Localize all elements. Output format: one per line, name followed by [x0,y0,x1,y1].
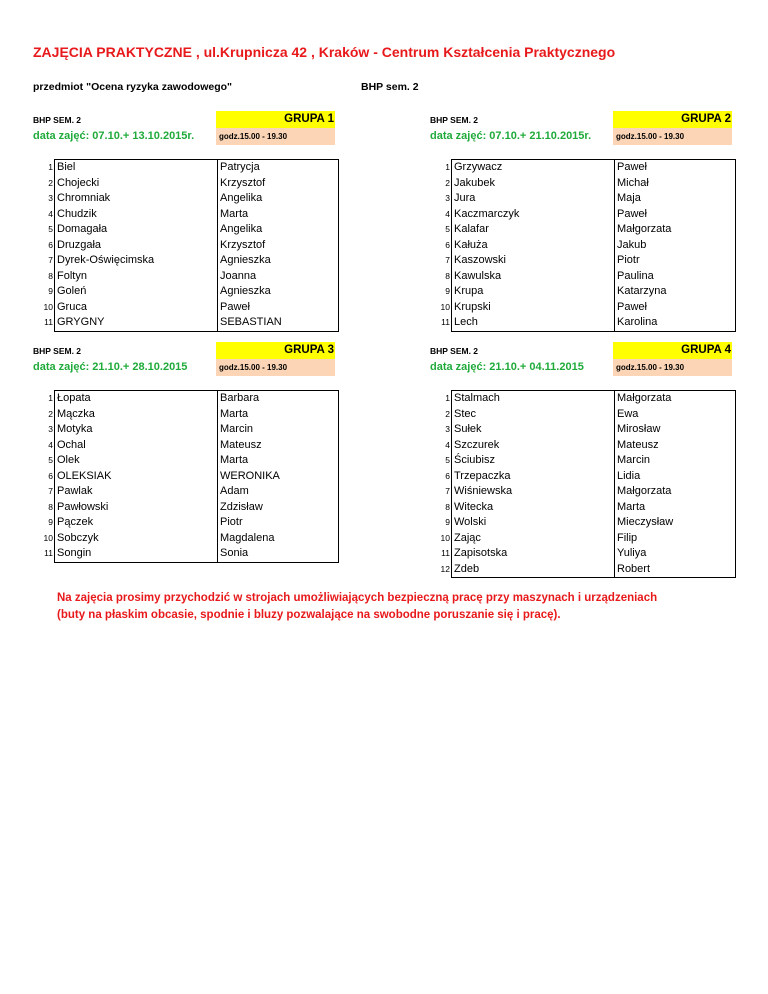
student-number: 11 [441,317,450,328]
student-number: 9 [48,517,53,527]
student-row [33,238,339,254]
student-first-name: Mateusz [615,438,736,454]
student-number: 10 [43,301,53,312]
student-row [430,391,736,407]
student-row [430,407,736,423]
student-first-name: Yuliya [615,546,736,562]
student-first-name: Jakub [615,238,736,254]
student-number: 7 [445,255,450,265]
student-last-name: Krupa [452,284,615,300]
student-row [33,407,339,423]
student-first-name: Zdzisław [218,500,339,516]
student-number: 8 [445,270,450,281]
student-first-name: Małgorzata [615,484,736,500]
student-first-name: Krzysztof [218,238,339,254]
student-last-name: Pączek [55,515,218,531]
student-first-name: Sonia [218,546,339,562]
group-date: data zajęć: 21.10.+ 28.10.2015 [33,361,188,373]
student-number: 6 [48,239,53,250]
student-last-name: Stalmach [452,391,615,407]
student-first-name: Marta [218,407,339,423]
student-first-name: Marcin [615,453,736,469]
student-row [33,160,339,176]
student-first-name: Joanna [218,269,339,285]
student-last-name: Witecka [452,500,615,516]
student-number: 2 [445,177,450,188]
group-1-block [33,111,379,351]
student-row [430,500,736,516]
student-first-name: Robert [615,562,736,578]
student-last-name: Wolski [452,515,615,531]
student-row [33,546,339,562]
student-last-name: Ochal [55,438,218,454]
student-row [33,176,339,192]
student-row [33,500,339,516]
group-date: data zajęć: 07.10.+ 21.10.2015r. [430,130,592,142]
group-semester: BHP SEM. 2 [430,346,479,356]
student-number: 10 [43,532,53,543]
student-number: 11 [44,317,53,328]
student-last-name: Łopata [55,391,218,407]
student-row [430,438,736,454]
student-last-name: Chudzik [55,207,218,223]
student-number: 7 [445,486,450,496]
student-row [430,176,736,192]
student-last-name: Chromniak [55,191,218,207]
student-number: 3 [445,193,450,203]
subject-label: przedmiot "Ocena ryzyka zawodowego" [33,81,233,93]
student-row [33,484,339,500]
student-first-name: Małgorzata [615,391,736,407]
student-number: 1 [445,161,450,172]
student-row [33,284,339,300]
student-row [430,269,736,285]
student-first-name: Adam [218,484,339,500]
group-semester: BHP SEM. 2 [33,346,82,356]
student-number: 2 [48,408,53,419]
student-number: 11 [44,548,53,559]
student-row [33,269,339,285]
group-hours: godz.15.00 - 19.30 [216,128,335,145]
student-roster [430,390,736,578]
student-number: 6 [48,470,53,481]
student-row [430,238,736,254]
student-number: 8 [48,501,53,512]
student-first-name: Małgorzata [615,222,736,238]
student-first-name: Filip [615,531,736,547]
student-last-name: Kaczmarczyk [452,207,615,223]
group-semester: BHP SEM. 2 [430,115,479,125]
student-first-name: Marta [218,207,339,223]
student-last-name: Kałuża [452,238,615,254]
student-roster [430,159,736,332]
student-row [430,515,736,531]
student-row [33,391,339,407]
student-number: 10 [440,301,450,312]
student-number: 5 [445,224,450,234]
student-first-name: Marta [218,453,339,469]
student-last-name: Olek [55,453,218,469]
student-number: 2 [48,177,53,188]
student-number: 3 [445,424,450,434]
student-first-name: Agnieszka [218,284,339,300]
student-last-name: Jura [452,191,615,207]
student-number: 9 [445,286,450,296]
student-first-name: Paweł [615,160,736,176]
student-row [33,222,339,238]
student-last-name: Foltyn [55,269,218,285]
group-semester: BHP SEM. 2 [33,115,82,125]
student-number: 10 [440,532,450,543]
group-name: GRUPA 1 [216,111,335,128]
student-last-name: Zdeb [452,562,615,578]
student-first-name: Karolina [615,315,736,331]
document-title: ZAJĘCIA PRAKTYCZNE , ul.Krupnicza 42 , Kraków - Centrum Kształcenia Praktycznego [33,44,616,60]
note-line-1: Na zajęcia prosimy przychodzić w strojach umożliwiających bezpieczną pracę przy maszynach i urządzeniach [57,592,658,604]
student-first-name: SEBASTIAN [218,315,339,331]
student-number: 1 [445,392,450,403]
student-roster [33,159,339,332]
student-row [430,315,736,331]
student-last-name: Songin [55,546,218,562]
student-last-name: Gruca [55,300,218,316]
student-last-name: Chojecki [55,176,218,192]
student-number: 2 [445,408,450,419]
student-first-name: Marta [615,500,736,516]
student-first-name: Paweł [615,300,736,316]
group-name: GRUPA 3 [216,342,335,359]
student-first-name: Maja [615,191,736,207]
student-row [430,160,736,176]
group-hours: godz.15.00 - 19.30 [613,128,732,145]
group-date: data zajęć: 21.10.+ 04.11.2015 [430,361,584,373]
student-row [430,469,736,485]
student-number: 3 [48,424,53,434]
student-number: 6 [445,239,450,250]
group-2-block [430,111,768,351]
student-last-name: Mączka [55,407,218,423]
student-last-name: Zając [452,531,615,547]
student-first-name: Piotr [615,253,736,269]
student-first-name: Mirosław [615,422,736,438]
student-last-name: Druzgała [55,238,218,254]
student-last-name: Wiśniewska [452,484,615,500]
student-number: 6 [445,470,450,481]
student-first-name: WERONIKA [218,469,339,485]
student-row [33,531,339,547]
student-last-name: Grzywacz [452,160,615,176]
student-last-name: Stec [452,407,615,423]
student-last-name: Jakubek [452,176,615,192]
student-number: 4 [445,439,450,450]
student-row [33,315,339,331]
student-last-name: Trzepaczka [452,469,615,485]
group-3-block [33,342,379,582]
student-first-name: Magdalena [218,531,339,547]
student-last-name: Biel [55,160,218,176]
student-first-name: Barbara [218,391,339,407]
student-last-name: Zapisotska [452,546,615,562]
student-row [430,531,736,547]
student-row [33,191,339,207]
student-last-name: Kawulska [452,269,615,285]
student-first-name: Marcin [218,422,339,438]
student-first-name: Paweł [218,300,339,316]
student-number: 4 [48,208,53,219]
student-first-name: Krzysztof [218,176,339,192]
student-number: 1 [48,161,53,172]
student-row [33,300,339,316]
student-number: 8 [445,501,450,512]
student-row [430,546,736,562]
student-last-name: Sułek [452,422,615,438]
student-first-name: Michał [615,176,736,192]
student-first-name: Angelika [218,222,339,238]
student-last-name: Kaszowski [452,253,615,269]
student-first-name: Paweł [615,207,736,223]
student-row [430,253,736,269]
student-first-name: Piotr [218,515,339,531]
student-last-name: Domagała [55,222,218,238]
student-number: 3 [48,193,53,203]
group-4-block [430,342,768,582]
student-row [430,422,736,438]
group-hours: godz.15.00 - 19.30 [216,359,335,376]
student-row [430,300,736,316]
student-number: 1 [48,392,53,403]
student-row [33,515,339,531]
student-row [430,207,736,223]
student-row [430,284,736,300]
student-number: 4 [48,439,53,450]
student-row [430,222,736,238]
student-number: 5 [48,455,53,465]
student-number: 9 [445,517,450,527]
student-number: 5 [48,224,53,234]
note-line-2: (buty na płaskim obcasie, spodnie i bluzy pozwalające na swobodne poruszanie się i pracę). [57,609,561,621]
student-last-name: Pawlak [55,484,218,500]
student-last-name: Lech [452,315,615,331]
student-last-name: Motyka [55,422,218,438]
student-last-name: GRYGNY [55,315,218,331]
student-last-name: Goleń [55,284,218,300]
group-name: GRUPA 4 [613,342,732,359]
student-row [430,562,736,578]
student-roster [33,390,339,563]
student-first-name: Angelika [218,191,339,207]
student-number: 7 [48,255,53,265]
student-row [33,253,339,269]
student-first-name: Paulina [615,269,736,285]
student-last-name: Dyrek-Oświęcimska [55,253,218,269]
student-last-name: Pawłowski [55,500,218,516]
student-first-name: Patrycja [218,160,339,176]
student-last-name: OLEKSIAK [55,469,218,485]
group-name: GRUPA 2 [613,111,732,128]
group-date: data zajęć: 07.10.+ 13.10.2015r. [33,130,195,142]
student-number: 11 [441,548,450,558]
student-row [430,453,736,469]
student-number: 12 [440,563,450,574]
student-number: 5 [445,455,450,465]
student-last-name: Sobczyk [55,531,218,547]
semester-label: BHP sem. 2 [361,81,419,93]
student-row [33,207,339,223]
student-last-name: Szczurek [452,438,615,454]
student-row [430,484,736,500]
student-row [33,422,339,438]
student-first-name: Lidia [615,469,736,485]
student-row [33,438,339,454]
student-number: 7 [48,486,53,496]
student-number: 8 [48,270,53,281]
student-first-name: Ewa [615,407,736,423]
student-row [33,453,339,469]
student-first-name: Mateusz [218,438,339,454]
student-first-name: Katarzyna [615,284,736,300]
student-number: 9 [48,286,53,296]
student-row [430,191,736,207]
student-last-name: Ściubisz [452,453,615,469]
student-number: 4 [445,208,450,219]
group-hours: godz.15.00 - 19.30 [613,359,732,376]
student-last-name: Kalafar [452,222,615,238]
student-first-name: Mieczysław [615,515,736,531]
student-first-name: Agnieszka [218,253,339,269]
student-row [33,469,339,485]
student-last-name: Krupski [452,300,615,316]
dress-code-note [57,590,657,624]
